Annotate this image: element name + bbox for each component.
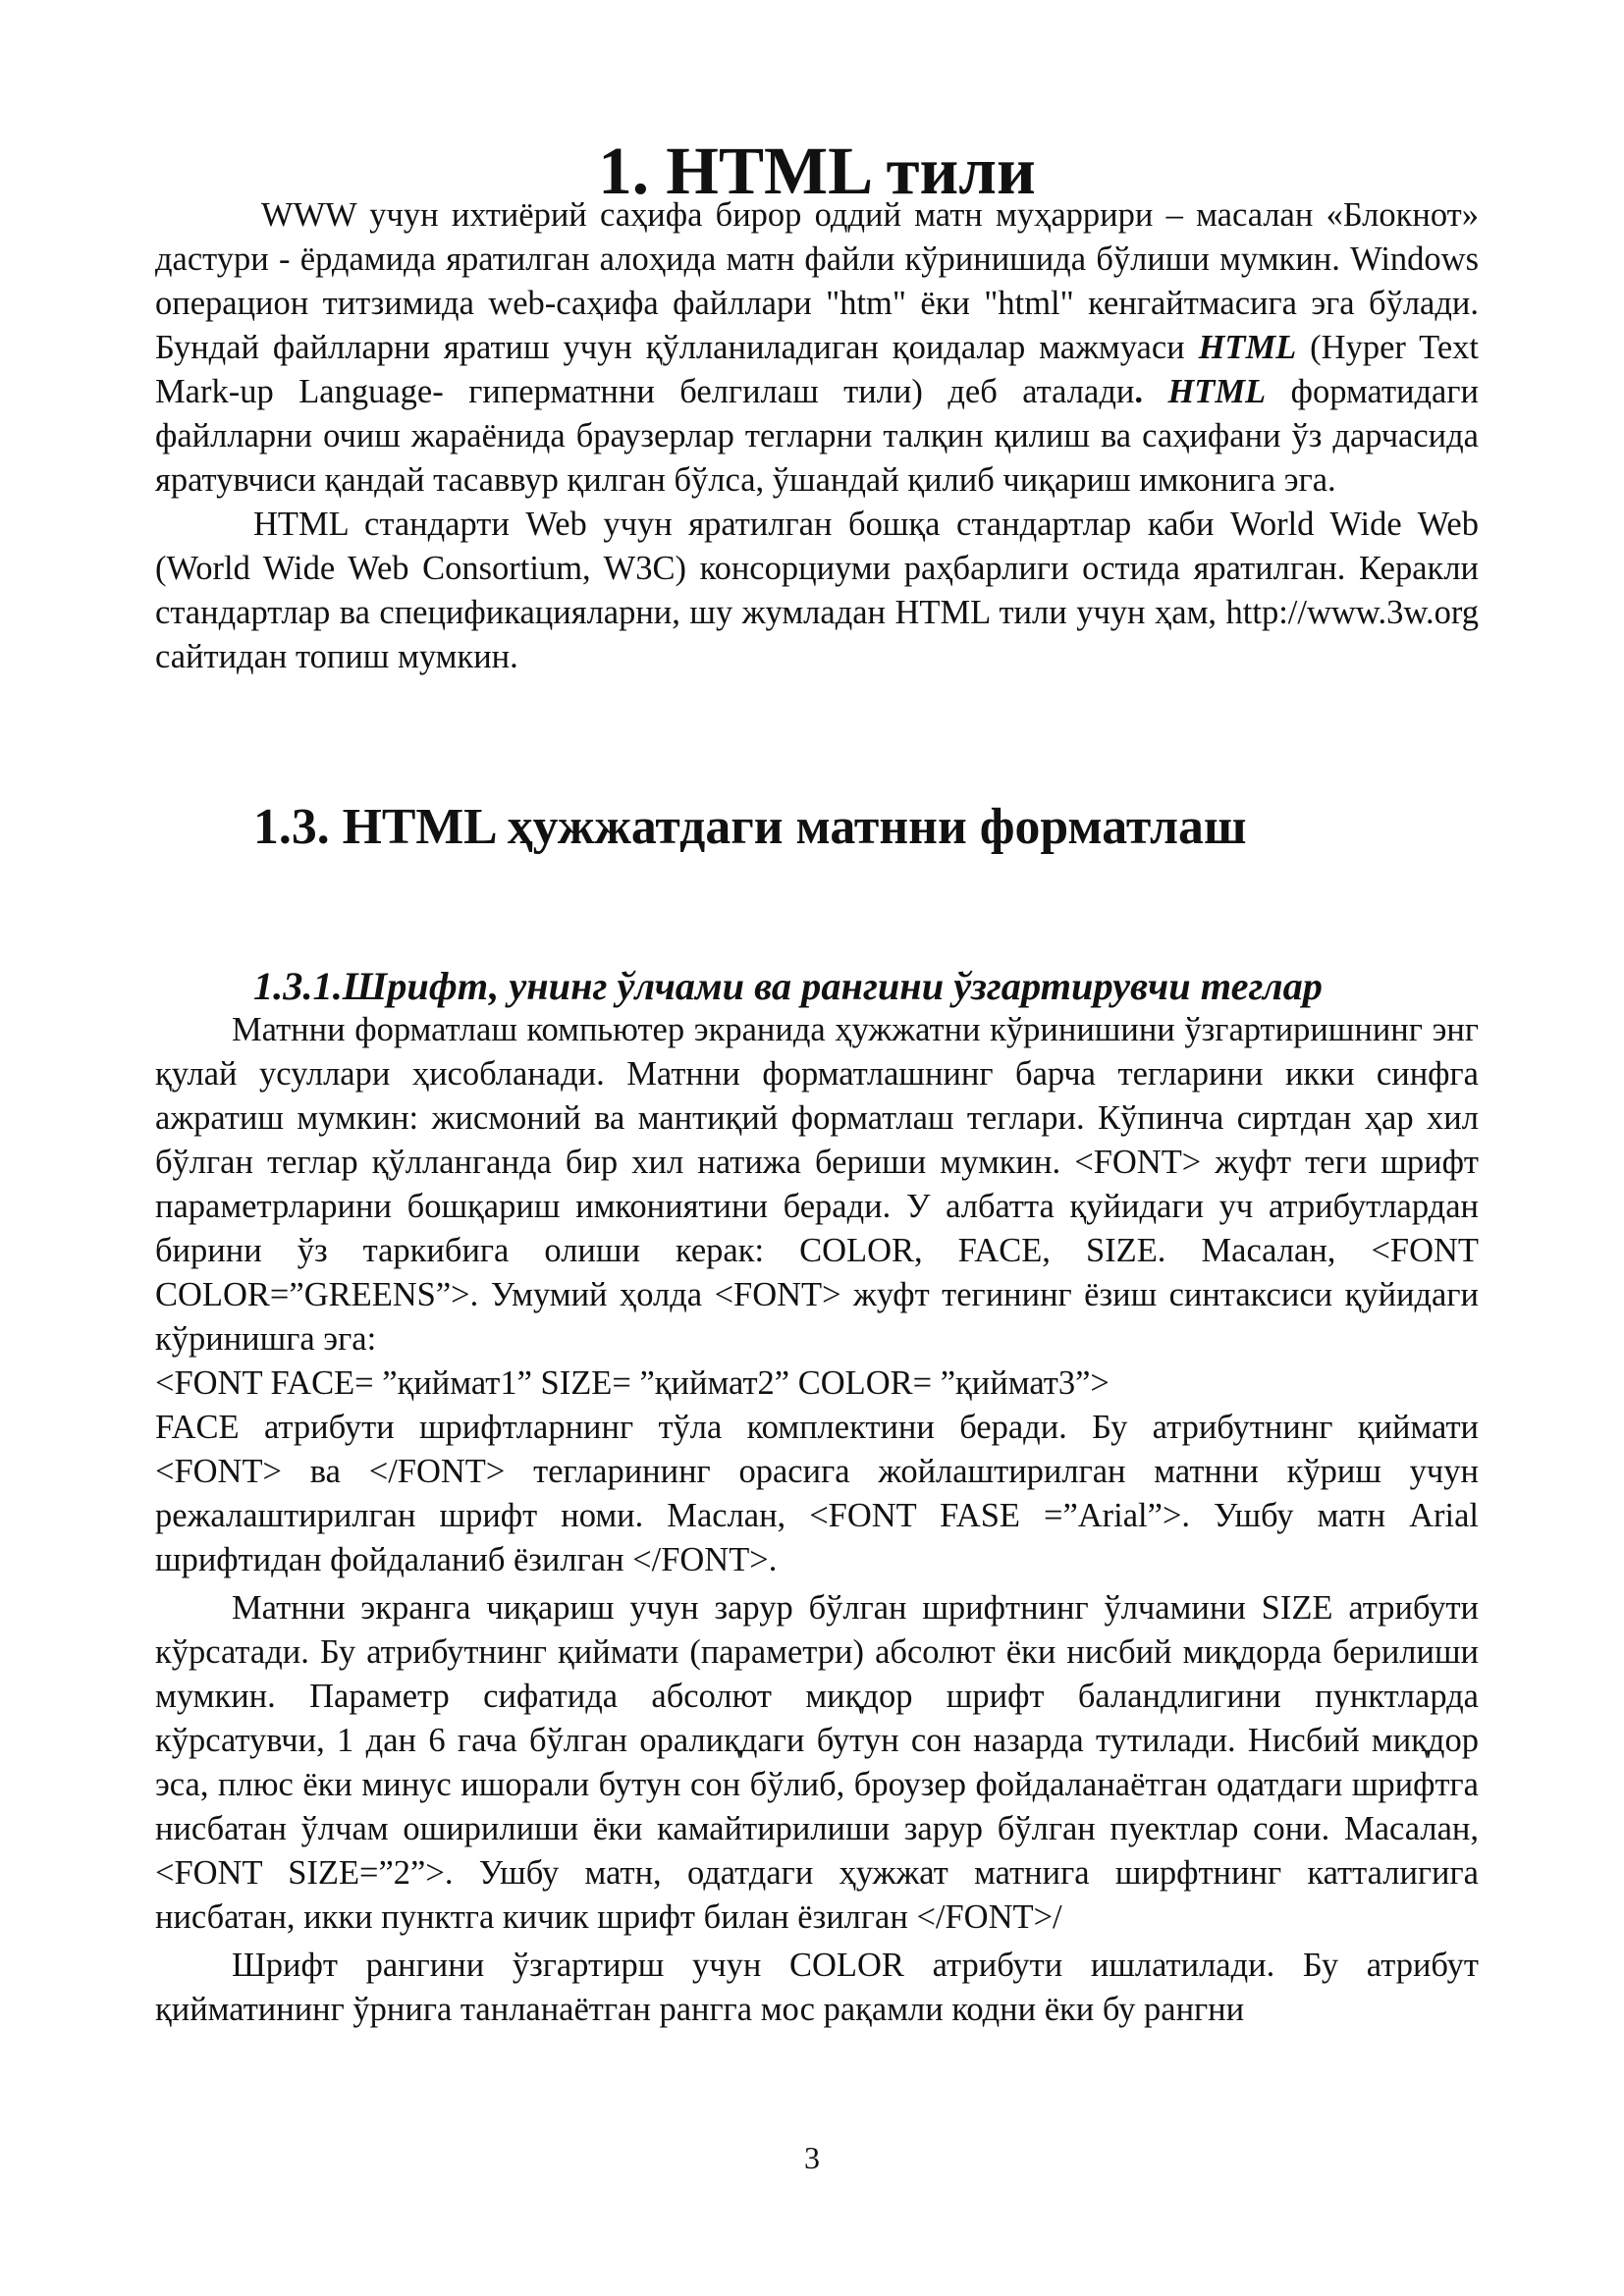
paragraph-text: форматидаги файлларни очиш жараёнида браузерлар тегларни талқин қилиш ва саҳифани ўз дарчасида яратувчиси қандай тасаввур қилган бўлса, ўшандай қилиб чиқариш имконига эга. — [155, 373, 1479, 499]
spacer — [155, 849, 1479, 964]
term-html: HTML — [1198, 329, 1297, 366]
paragraph-text: WWW учун ихтиёрий саҳифа бирор оддий матн муҳаррири – масалан «Блокнот» дастури - ёрдамида яратилган алоҳида матн файли кўринишида бўлиши мумкин. Windows операцион титзимида web-саҳифа файллари "htm" ёки "html" кенгайтмасига эга бўлади. Бундай файлларни яратиш учун қўлланиладиган қоидалар мажмуаси — [155, 196, 1479, 366]
term-html: HTML — [1142, 373, 1267, 410]
paragraph-html-standard: HTML стандарти Web учун яратилган бошқа стандартлар каби World Wide Web (World Wide Web Consortium, W3C) консорциуми раҳбарлиги остида яратилган. Керакли стандартлар ва спецификацияларни, шу жумладан HTML тили учун ҳам, http://www.3w.org сайтидан топиш мумкин. — [155, 506, 1479, 675]
section-title-html-language: 1. HTML тили — [598, 133, 1036, 208]
paragraph-www-page-intro — [155, 193, 1479, 503]
bold-period: . — [1134, 373, 1143, 410]
paragraph-formatting-tags: Матнни форматлаш компьютер экранида ҳужжатни кўринишини ўзгартиришнинг энг қулай усуллари ҳисобланади. Матнни форматлашнинг барча тегларини икки синфга ажратиш мумкин: жисмоний ва мантиқий форматлаш теглари. Кўпинча сиртдан ҳар хил бўлган теглар қўлланганда бир хил натижа бериши мумкин. <FONT> жуфт теги шрифт параметрларини бошқариш имкониятини беради. У албатта қуйидаги уч атрибутлардан бирини ўз таркибига олиши керак: COLOR, FACE, SIZE. Масалан, <FONT COLOR=”GREENS”>. Умумий ҳолда <FONT> жуфт тегининг ёзиш синтаксиси қуйидаги кўринишга эга: — [155, 1011, 1479, 1358]
paragraph-size-attribute: Матнни экранга чиқариш учун зарур бўлган шрифтнинг ўлчамини SIZE атрибути кўрсатади. Бу атрибутнинг қиймати (параметри) абсолют ёки нисбий миқдорда берилиши мумкин. Параметр сифатида абсолют миқдор шрифт баландлигини пунктларда кўрсатувчи, 1 дан 6 гача бўлган оралиқдаги бутун сон назарда тутилади. Нисбий миқдор эса, плюс ёки минус ишорали бутун сон бўлиб, броузер фойдаланаётган одатдаги шрифтга нисбатан ўлчам оширилиши ёки камайтирилиши зарур бўлган пуектлар сони. Масалан, <FONT SIZE=”2”>. Ушбу матн, одатдаги ҳужжат матнига ширфтнинг катталигига нисбатан, икки пунктга кичик шрифт билан ёзилган </FONT>/ — [155, 1589, 1479, 1936]
syntax-line-font-tag: <FONT FACE= ”қиймат1” SIZE= ”қиймат2” COLOR= ”қиймат3”> — [155, 1364, 1110, 1402]
page-number: 3 — [804, 2140, 820, 2175]
paragraph-color-attribute: Шрифт рангини ўзгартирш учун COLOR атрибути ишлатилади. Бу атрибут қийматининг ўрнига танланаётган рангга мос рақамли кодни ёки бу рангни — [155, 1947, 1479, 2028]
document-page — [155, 133, 1479, 2032]
paragraph-text: (Hyper Text Mark-up Language- гиперматнни белгилаш тили) деб аталади — [155, 329, 1479, 410]
paragraph-face-attribute: FACE атрибути шрифтларнинг тўла комплектини беради. Бу атрибутнинг қиймати <FONT> ва </FONT> тегларининг орасига жойлаштирилган матнни кўриш учун режалаштирилган шрифт номи. Маслан, <FONT FASE =”Arial”>. Ушбу матн Arial шрифтидан фойдаланиб ёзилган </FONT>. — [155, 1409, 1479, 1578]
spacer — [155, 679, 1479, 805]
subsection-title-font-tags: 1.3.1.Шрифт, унинг ўлчами ва рангини ўзгартирувчи теглар — [253, 964, 1323, 1008]
section-title-text-formatting: 1.3. HTML ҳужжатдаги матнни форматлаш — [253, 799, 1247, 855]
